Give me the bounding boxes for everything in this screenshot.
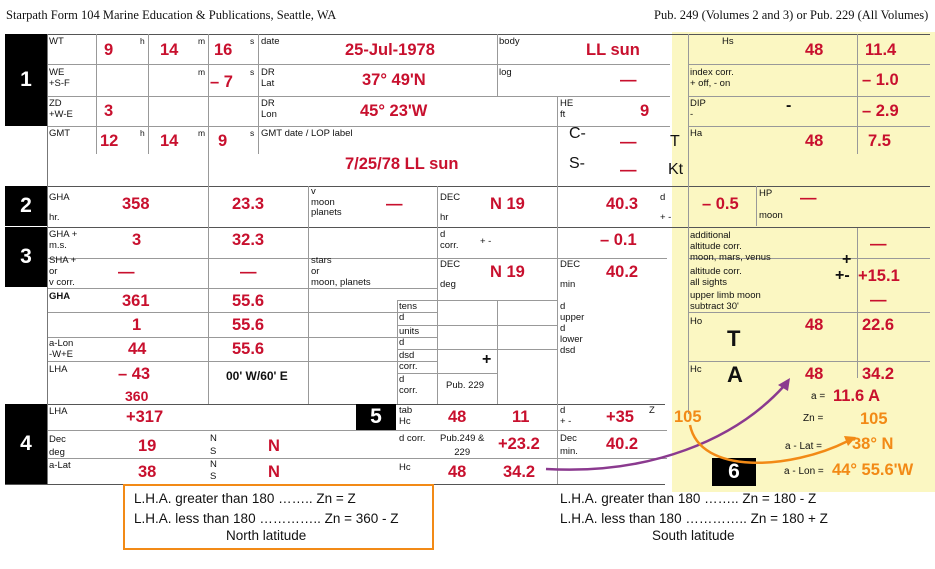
a-lon-value[interactable]: 44° 55.6'W xyxy=(832,461,914,479)
gha-adjusted-minutes[interactable]: 55.6 xyxy=(232,316,265,334)
hp-label: HP xyxy=(759,188,773,199)
ho-label: Ho xyxy=(690,316,703,327)
we-value[interactable]: – 7 xyxy=(210,73,233,91)
tab-hc-label: tab Hc xyxy=(399,405,413,427)
lha-label: LHA xyxy=(49,364,68,375)
log-value[interactable]: — xyxy=(620,71,637,89)
lha-360[interactable]: 360 xyxy=(125,388,149,404)
block-number-4: 4 xyxy=(5,404,47,484)
gha-total-minutes[interactable]: 55.6 xyxy=(232,292,265,310)
gha-adjusted-degrees[interactable]: 1 xyxy=(132,316,142,334)
a-lat-ns-value[interactable]: N xyxy=(268,463,280,481)
dip-value[interactable]: – 2.9 xyxy=(862,102,899,120)
s-value[interactable]: — xyxy=(620,161,637,179)
dec-hr-label: DEC hr xyxy=(440,192,461,223)
hc-label: Hc xyxy=(690,364,702,375)
d-value[interactable]: – 0.5 xyxy=(702,195,739,213)
he-label: HE ft xyxy=(560,98,574,120)
orange-arrow xyxy=(690,425,848,463)
d-label: d + - xyxy=(660,192,672,223)
date-value[interactable]: 25-Jul-1978 xyxy=(345,41,435,59)
pub-229-label: Pub. 229 xyxy=(446,380,485,391)
ho-minutes[interactable]: 22.6 xyxy=(862,316,895,334)
dr-lon-value[interactable]: 45° 23'W xyxy=(360,102,428,120)
altitude-corr-sign: +- xyxy=(835,267,850,284)
dec-entry-label: Dec deg xyxy=(49,434,66,458)
gmt-date-lop-label: GMT date / LOP label xyxy=(261,128,353,139)
a-lat-value[interactable]: 38° N xyxy=(852,435,894,453)
gha-label: GHA xyxy=(49,291,71,302)
a-lat-label: a - Lat = xyxy=(785,441,822,452)
v-label: v moon planets xyxy=(311,186,342,218)
wt-seconds[interactable]: 16 xyxy=(214,41,233,59)
d-tab-value[interactable]: +35 xyxy=(606,408,634,426)
add-plus-sign: + xyxy=(842,251,852,268)
zn-value[interactable]: 105 xyxy=(860,410,888,428)
ha-degrees[interactable]: 48 xyxy=(805,132,824,150)
gha-ms-minutes[interactable]: 32.3 xyxy=(232,231,265,249)
c-label: C- xyxy=(569,125,586,142)
hc-5-degrees[interactable]: 48 xyxy=(448,463,467,481)
hc-5-label: Hc xyxy=(399,462,411,473)
z-label: Z xyxy=(649,405,655,416)
south-rule-line-1: L.H.A. greater than 180 …….. Zn = 180 - Z xyxy=(560,491,817,506)
gmt-h-unit: h xyxy=(140,128,145,138)
a-label: a = xyxy=(811,391,826,402)
tens-label: tens d xyxy=(399,301,417,323)
index-corr-value[interactable]: – 1.0 xyxy=(862,71,899,89)
north-rule-line-1: L.H.A. greater than 180 …….. Zn = Z xyxy=(134,491,356,506)
a-lon-minutes[interactable]: 55.6 xyxy=(232,340,265,358)
wt-label: WT xyxy=(49,36,64,47)
date-label: date xyxy=(261,36,280,47)
dec-entry-value[interactable]: 19 xyxy=(138,437,157,455)
upper-lower-label: d upper d lower dsd xyxy=(560,301,585,356)
gha-hr-minutes[interactable]: 23.3 xyxy=(232,195,265,213)
altitude-corr-label: altitude corr. all sights xyxy=(690,266,742,288)
zd-label: ZD +W-E xyxy=(49,98,73,120)
he-value[interactable]: 9 xyxy=(640,102,650,120)
d-corr-label: d corr. xyxy=(440,229,459,251)
gmt-hours[interactable]: 12 xyxy=(100,132,119,150)
gha-ms-label: GHA + m.s. xyxy=(49,229,78,251)
m-unit: m xyxy=(198,36,206,46)
sha-label: SHA + or v corr. xyxy=(49,255,77,288)
we-s-unit: s xyxy=(250,67,255,77)
block-number-5: 5 xyxy=(356,404,396,430)
we-label: WE +S-F xyxy=(49,67,70,89)
gha-hr-degrees[interactable]: 358 xyxy=(122,195,150,213)
a-lon-degrees[interactable]: 44 xyxy=(128,340,147,358)
dec-minutes[interactable]: 40.2 xyxy=(606,263,639,281)
gmt-seconds[interactable]: 9 xyxy=(218,132,228,150)
lop-label-value[interactable]: 7/25/78 LL sun xyxy=(345,155,459,173)
dec-degrees[interactable]: N 19 xyxy=(490,263,525,281)
d-corr-value[interactable]: – 0.1 xyxy=(600,231,637,249)
a-lon-label: a-Lon -W+E xyxy=(49,338,74,360)
sha-degrees[interactable]: — xyxy=(118,263,135,281)
gmt-label: GMT xyxy=(49,128,71,139)
dip-label: DIP - xyxy=(690,98,706,120)
dr-lat-value[interactable]: 37° 49'N xyxy=(362,71,426,89)
wt-minutes[interactable]: 14 xyxy=(160,41,179,59)
dsd-label: dsd corr. xyxy=(399,350,418,372)
stars-label: stars or moon, planets xyxy=(311,255,371,288)
south-latitude-title: South latitude xyxy=(652,528,735,543)
gmt-m-unit: m xyxy=(198,128,206,138)
lha-minutes-note: 00' W/60' E xyxy=(226,369,288,383)
altitude-corr-value[interactable]: +15.1 xyxy=(858,267,900,285)
d-corr-5-label: d corr. xyxy=(399,433,426,444)
north-latitude-title: North latitude xyxy=(226,528,307,543)
ho-degrees[interactable]: 48 xyxy=(805,316,824,334)
gha-ms-degrees[interactable]: 3 xyxy=(132,231,142,249)
d-corr-sign: + - xyxy=(480,236,492,247)
dec-min-label: DEC min xyxy=(560,259,581,290)
d-corr-2-label: d corr. xyxy=(399,374,418,396)
block-number-2: 2 xyxy=(5,186,47,226)
d-tab-label: d + - xyxy=(560,405,572,427)
d-corr-5-value[interactable]: +23.2 xyxy=(498,435,540,453)
body-label: body xyxy=(499,36,520,47)
tab-hc-degrees[interactable]: 48 xyxy=(448,408,467,426)
gmt-s-unit: s xyxy=(250,128,255,138)
upper-limb-value[interactable]: — xyxy=(870,291,887,309)
body-value[interactable]: LL sun xyxy=(586,41,640,59)
s-unit: s xyxy=(250,36,255,46)
hp-value[interactable]: — xyxy=(800,189,817,207)
south-rule-line-2: L.H.A. less than 180 ………….. Zn = 180 + Z xyxy=(560,511,828,526)
a-lon-label: a - Lon = xyxy=(784,466,824,477)
lha-entry-label: LHA xyxy=(49,406,68,417)
a-lat-entry-label: a-Lat xyxy=(49,460,71,471)
intercept-value[interactable]: 11.6 A xyxy=(833,387,881,405)
dec-min-5-label: Dec min. xyxy=(560,433,578,457)
additional-corr-label: additional altitude corr. moon, mars, venus xyxy=(690,230,771,263)
sha-minutes[interactable]: — xyxy=(240,263,257,281)
wt-hours[interactable]: 9 xyxy=(104,41,114,59)
dip-sign: - xyxy=(786,97,792,114)
dec-ns-value[interactable]: N xyxy=(268,437,280,455)
dec-hr-minutes[interactable]: 40.3 xyxy=(606,195,639,213)
gha-hr-label: GHA hr. xyxy=(49,192,70,223)
dec-hr-degrees[interactable]: N 19 xyxy=(490,195,525,213)
a-lat-ns-label: N S xyxy=(210,459,217,482)
we-m-unit: m xyxy=(198,67,206,77)
additional-corr-value[interactable]: — xyxy=(870,235,887,253)
gha-total-degrees[interactable]: 361 xyxy=(122,292,150,310)
zd-value[interactable]: 3 xyxy=(104,102,114,120)
units-label: units d xyxy=(399,326,420,348)
hc-5-minutes[interactable]: 34.2 xyxy=(503,463,536,481)
dsd-sign: + xyxy=(482,351,492,368)
hs-minutes[interactable]: 11.4 xyxy=(865,41,897,59)
block-number-1: 1 xyxy=(5,34,47,126)
lha-entry-value[interactable]: +317 xyxy=(126,408,164,426)
hs-degrees[interactable]: 48 xyxy=(805,41,824,59)
pub-reference: Pub. 249 (Volumes 2 and 3) or Pub. 229 (All Volumes) xyxy=(654,8,929,22)
gmt-minutes[interactable]: 14 xyxy=(160,132,179,150)
form-title: Starpath Form 104 Marine Education & Publications, Seattle, WA xyxy=(6,8,337,22)
v-value[interactable]: — xyxy=(386,195,403,213)
dec-ns-label: N S xyxy=(210,433,217,457)
kt-label: Kt xyxy=(668,161,684,178)
a-lat-entry-value[interactable]: 38 xyxy=(138,463,157,481)
moon-label: moon xyxy=(759,210,783,221)
hc-degrees-panel[interactable]: 48 xyxy=(805,365,824,383)
log-label: log xyxy=(499,67,512,78)
zn-label: Zn = xyxy=(803,413,824,424)
dr-lon-label: DR Lon xyxy=(261,98,277,120)
ha-label: Ha xyxy=(690,128,703,139)
purple-arrow xyxy=(546,386,784,470)
upper-limb-label: upper limb moon subtract 30' xyxy=(690,290,761,312)
index-corr-label: index corr. + off, - on xyxy=(690,67,734,89)
h-unit: h xyxy=(140,36,145,46)
away-letter: A xyxy=(727,362,743,387)
hc-minutes-panel[interactable]: 34.2 xyxy=(862,365,895,383)
dec-min-5-value[interactable]: 40.2 xyxy=(606,435,639,453)
c-value[interactable]: — xyxy=(620,133,637,151)
dr-lat-label: DR Lat xyxy=(261,67,275,89)
block-number-6: 6 xyxy=(712,458,756,486)
toward-letter: T xyxy=(727,326,741,351)
dec-deg-label: DEC deg xyxy=(440,259,461,290)
north-rule-line-2: L.H.A. less than 180 ………….. Zn = 360 - Z xyxy=(134,511,399,526)
hs-label: Hs xyxy=(722,36,734,47)
block-number-3: 3 xyxy=(5,227,47,287)
t-label: T xyxy=(670,133,680,150)
ha-minutes[interactable]: 7.5 xyxy=(868,132,891,150)
lha-degrees[interactable]: – 43 xyxy=(118,365,151,383)
tab-hc-minutes[interactable]: 11 xyxy=(512,408,530,426)
pub-249-label: Pub.249 & 229 xyxy=(440,433,485,458)
z-value[interactable]: 105 xyxy=(674,408,702,426)
s-label: S- xyxy=(569,155,585,172)
